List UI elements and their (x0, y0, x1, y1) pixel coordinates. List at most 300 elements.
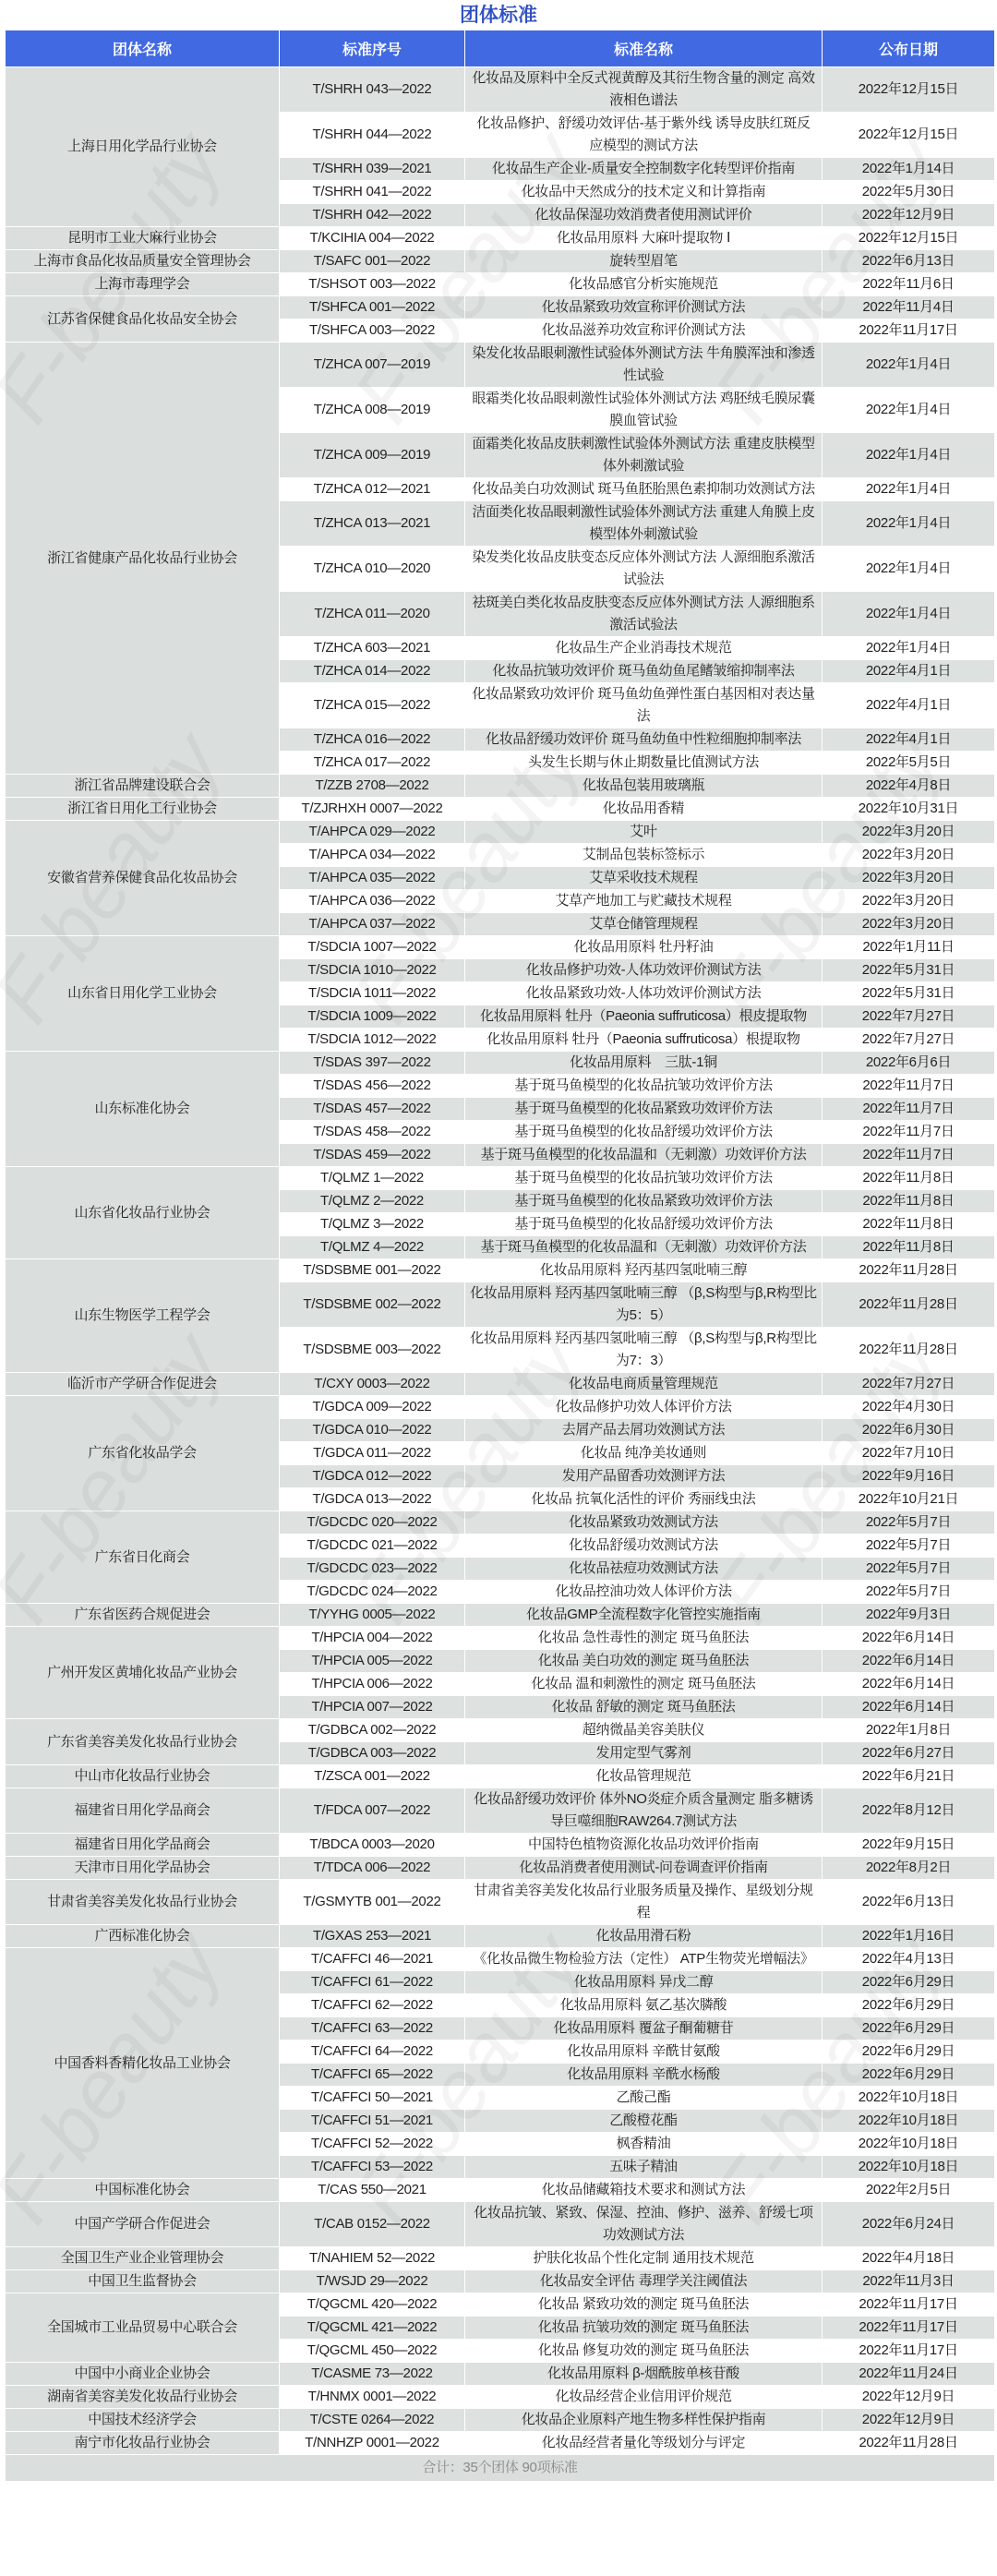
standard-code-cell: T/WSJD 29—2022 (280, 2270, 465, 2293)
table-row (6, 2409, 995, 2432)
standard-title-cell: 化妆品用原料 牡丹（Paeonia suffruticosa）根皮提取物 (465, 1005, 823, 1029)
standard-title-cell: 中国特色植物资源化妆品功效评价指南 (465, 1834, 823, 1857)
group-name-cell: 中国技术经济学会 (6, 2409, 280, 2432)
publish-date-cell: 2022年6月29日 (823, 2017, 995, 2040)
standard-title-cell: 化妆品紧致功效-人体功效评价测试方法 (465, 982, 823, 1005)
standard-title-cell: 化妆品修护、舒缓功效评估-基于紫外线 诱导皮肤红斑反应模型的测试方法 (465, 113, 823, 158)
table-row (6, 250, 995, 273)
standard-code-cell: T/QLMZ 1—2022 (280, 1167, 465, 1190)
group-name-cell: 全国卫生产业企业管理协会 (6, 2247, 280, 2270)
standard-title-cell: 化妆品 舒敏的测定 斑马鱼胚法 (465, 1696, 823, 1719)
table-footer-row (6, 2455, 995, 2482)
publish-date-cell: 2022年9月16日 (823, 1465, 995, 1488)
standard-code-cell: T/GDCDC 024—2022 (280, 1581, 465, 1604)
publish-date-cell: 2022年11月7日 (823, 1098, 995, 1121)
standard-code-cell: T/CAFFCI 65—2022 (280, 2064, 465, 2087)
group-name-cell: 山东标准化协会 (6, 1052, 280, 1167)
standard-code-cell: T/ZHCA 007—2019 (280, 343, 465, 388)
standard-title-cell: 化妆品用原料 覆盆子酮葡糖苷 (465, 2017, 823, 2040)
standard-code-cell: T/CAFFCI 64—2022 (280, 2040, 465, 2064)
publish-date-cell: 2022年3月20日 (823, 867, 995, 890)
table-row (6, 2432, 995, 2455)
group-name-cell: 昆明市工业大麻行业协会 (6, 227, 280, 250)
standard-title-cell: 祛斑美白类化妆品皮肤变态反应体外测试方法 人源细胞系激活试验法 (465, 592, 823, 637)
standard-code-cell: T/ZHCA 015—2022 (280, 683, 465, 728)
standard-title-cell: 化妆品美白功效测试 斑马鱼胚胎黑色素抑制功效测试方法 (465, 478, 823, 501)
header-standard-title: 标准名称 (465, 30, 823, 67)
publish-date-cell: 2022年1月4日 (823, 433, 995, 478)
publish-date-cell: 2022年5月7日 (823, 1581, 995, 1604)
group-name-cell: 安徽省营养保健食品化妆品协会 (6, 821, 280, 936)
publish-date-cell: 2022年7月27日 (823, 1005, 995, 1029)
standard-code-cell: T/SDSBME 002—2022 (280, 1282, 465, 1328)
publish-date-cell: 2022年6月13日 (823, 1880, 995, 1925)
standard-title-cell: 《化妆品微生物检验方法（定性） ATP生物荧光增幅法》 (465, 1948, 823, 1971)
standard-code-cell: T/GDCDC 021—2022 (280, 1535, 465, 1558)
standard-title-cell: 化妆品舒缓功效评价 体外NO炎症介质含量测定 脂多糖诱导巨噬细胞RAW264.7测试方法 (465, 1788, 823, 1834)
group-name-cell: 山东生物医学工程学会 (6, 1259, 280, 1373)
standard-title-cell: 艾叶 (465, 821, 823, 844)
publish-date-cell: 2022年1月16日 (823, 1925, 995, 1948)
publish-date-cell: 2022年11月28日 (823, 1282, 995, 1328)
table-row (6, 1857, 995, 1880)
standard-code-cell: T/SAFC 001—2022 (280, 250, 465, 273)
standard-code-cell: T/SDCIA 1009—2022 (280, 1005, 465, 1029)
publish-date-cell: 2022年9月3日 (823, 1604, 995, 1627)
standard-title-cell: 化妆品 紧致功效的测定 斑马鱼胚法 (465, 2293, 823, 2317)
standard-code-cell: T/HPCIA 007—2022 (280, 1696, 465, 1719)
group-name-cell: 浙江省日用化工行业协会 (6, 798, 280, 821)
publish-date-cell: 2022年11月17日 (823, 2293, 995, 2317)
standard-title-cell: 化妆品用香精 (465, 798, 823, 821)
table-row (6, 343, 995, 388)
publish-date-cell: 2022年1月4日 (823, 547, 995, 592)
publish-date-cell: 2022年11月24日 (823, 2363, 995, 2386)
group-name-cell: 福建省日用化学品商会 (6, 1834, 280, 1857)
table-body (6, 67, 995, 2455)
publish-date-cell: 2022年1月4日 (823, 501, 995, 547)
publish-date-cell: 2022年10月31日 (823, 798, 995, 821)
standard-title-cell: 化妆品及原料中全反式视黄醇及其衍生物含量的测定 高效液相色谱法 (465, 67, 823, 113)
publish-date-cell: 2022年5月7日 (823, 1535, 995, 1558)
standard-code-cell: T/SDAS 458—2022 (280, 1121, 465, 1144)
publish-date-cell: 2022年6月14日 (823, 1650, 995, 1673)
standard-title-cell: 化妆品用滑石粉 (465, 1925, 823, 1948)
standard-code-cell: T/KCIHIA 004—2022 (280, 227, 465, 250)
group-name-cell: 上海日用化学品行业协会 (6, 67, 280, 227)
publish-date-cell: 2022年8月2日 (823, 1857, 995, 1880)
publish-date-cell: 2022年10月18日 (823, 2133, 995, 2156)
publish-date-cell: 2022年12月9日 (823, 204, 995, 227)
standard-title-cell: 化妆品保湿功效消费者使用测试评价 (465, 204, 823, 227)
group-name-cell: 中山市化妆品行业协会 (6, 1765, 280, 1788)
standard-title-cell: 基于斑马鱼模型的化妆品抗皱功效评价方法 (465, 1075, 823, 1098)
group-name-cell: 中国卫生监督协会 (6, 2270, 280, 2293)
group-name-cell: 中国中小商业企业协会 (6, 2363, 280, 2386)
publish-date-cell: 2022年1月4日 (823, 388, 995, 433)
standard-code-cell: T/AHPCA 037—2022 (280, 913, 465, 936)
standard-code-cell: T/CSTE 0264—2022 (280, 2409, 465, 2432)
publish-date-cell: 2022年2月5日 (823, 2179, 995, 2202)
standard-code-cell: T/SHRH 042—2022 (280, 204, 465, 227)
publish-date-cell: 2022年1月4日 (823, 637, 995, 660)
standard-title-cell: 乙酸己酯 (465, 2087, 823, 2110)
publish-date-cell: 2022年6月29日 (823, 1994, 995, 2017)
group-name-cell: 上海市毒理学会 (6, 273, 280, 296)
publish-date-cell: 2022年11月7日 (823, 1144, 995, 1167)
table-row (6, 1834, 995, 1857)
standard-code-cell: T/HPCIA 006—2022 (280, 1673, 465, 1696)
standard-title-cell: 艾草仓储管理规程 (465, 913, 823, 936)
publish-date-cell: 2022年4月13日 (823, 1948, 995, 1971)
group-name-cell: 南宁市化妆品行业协会 (6, 2432, 280, 2455)
table-row (6, 1396, 995, 1419)
standard-title-cell: 护肤化妆品个性化定制 通用技术规范 (465, 2247, 823, 2270)
publish-date-cell: 2022年11月28日 (823, 1259, 995, 1282)
publish-date-cell: 2022年5月31日 (823, 959, 995, 982)
publish-date-cell: 2022年6月24日 (823, 2202, 995, 2247)
table-row (6, 2247, 995, 2270)
group-name-cell: 天津市日用化学品协会 (6, 1857, 280, 1880)
standard-code-cell: T/ZHCA 009—2019 (280, 433, 465, 478)
standard-code-cell: T/SDCIA 1007—2022 (280, 936, 465, 959)
standard-title-cell: 化妆品经营企业信用评价规范 (465, 2386, 823, 2409)
standard-title-cell: 化妆品舒缓功效评价 斑马鱼幼鱼中性粒细胞抑制率法 (465, 728, 823, 752)
standard-title-cell: 化妆品用原料 辛酰甘氨酸 (465, 2040, 823, 2064)
publish-date-cell: 2022年11月28日 (823, 2432, 995, 2455)
publish-date-cell: 2022年12月9日 (823, 2386, 995, 2409)
group-name-cell: 浙江省健康产品化妆品行业协会 (6, 343, 280, 775)
group-name-cell: 山东省日用化学工业协会 (6, 936, 280, 1052)
publish-date-cell: 2022年3月20日 (823, 890, 995, 913)
standard-code-cell: T/ZZB 2708—2022 (280, 775, 465, 798)
standard-title-cell: 化妆品用原料 β-烟酰胺单核苷酸 (465, 2363, 823, 2386)
standard-title-cell: 甘肃省美容美发化妆品行业服务质量及操作、星级划分规程 (465, 1880, 823, 1925)
standard-title-cell: 化妆品生产企业消毒技术规范 (465, 637, 823, 660)
table-row (6, 2386, 995, 2409)
standard-title-cell: 基于斑马鱼模型的化妆品舒缓功效评价方法 (465, 1121, 823, 1144)
publish-date-cell: 2022年6月14日 (823, 1673, 995, 1696)
standard-title-cell: 化妆品用原料 三肽-1铜 (465, 1052, 823, 1075)
standard-code-cell: T/ZHCA 014—2022 (280, 660, 465, 683)
publish-date-cell: 2022年5月31日 (823, 982, 995, 1005)
table-row (6, 1627, 995, 1650)
standard-code-cell: T/AHPCA 029—2022 (280, 821, 465, 844)
publish-date-cell: 2022年12月15日 (823, 113, 995, 158)
group-name-cell: 山东省化妆品行业协会 (6, 1167, 280, 1259)
publish-date-cell: 2022年10月18日 (823, 2156, 995, 2179)
publish-date-cell: 2022年1月11日 (823, 936, 995, 959)
standard-code-cell: T/NAHIEM 52—2022 (280, 2247, 465, 2270)
standard-title-cell: 旋转型眉笔 (465, 250, 823, 273)
standard-title-cell: 化妆品电商质量管理规范 (465, 1373, 823, 1396)
standard-code-cell: T/ZSCA 001—2022 (280, 1765, 465, 1788)
standard-code-cell: T/GSMYTB 001—2022 (280, 1880, 465, 1925)
publish-date-cell: 2022年11月7日 (823, 1075, 995, 1098)
table-row (6, 1880, 995, 1925)
standard-code-cell: T/GDCA 009—2022 (280, 1396, 465, 1419)
publish-date-cell: 2022年4月1日 (823, 728, 995, 752)
standard-code-cell: T/HPCIA 005—2022 (280, 1650, 465, 1673)
standard-title-cell: 化妆品企业原料产地生物多样性保护指南 (465, 2409, 823, 2432)
standard-title-cell: 去屑产品去屑功效测试方法 (465, 1419, 823, 1442)
standard-title-cell: 基于斑马鱼模型的化妆品舒缓功效评价方法 (465, 1213, 823, 1236)
standard-code-cell: T/ZHCA 008—2019 (280, 388, 465, 433)
table-row (6, 1373, 995, 1396)
table-row (6, 1925, 995, 1948)
standard-title-cell: 化妆品用原料 羟丙基四氢吡喃三醇 （β,S构型与β,R构型比为5：5） (465, 1282, 823, 1328)
publish-date-cell: 2022年4月18日 (823, 2247, 995, 2270)
standard-title-cell: 眼霜类化妆品眼刺激性试验体外测试方法 鸡胚绒毛膜尿囊膜血管试验 (465, 388, 823, 433)
standard-title-cell: 面霜类化妆品皮肤刺激性试验体外测试方法 重建皮肤模型体外刺激试验 (465, 433, 823, 478)
standard-code-cell: T/SDCIA 1010—2022 (280, 959, 465, 982)
standard-title-cell: 艾草采收技术规程 (465, 867, 823, 890)
publish-date-cell: 2022年6月29日 (823, 2064, 995, 2087)
group-name-cell: 广州开发区黄埔化妆品产业协会 (6, 1627, 280, 1719)
standard-title-cell: 化妆品修护功效-人体功效评价测试方法 (465, 959, 823, 982)
publish-date-cell: 2022年6月29日 (823, 1971, 995, 1994)
group-name-cell: 福建省日用化学品商会 (6, 1788, 280, 1834)
table-row (6, 227, 995, 250)
group-name-cell: 临沂市产学研合作促进会 (6, 1373, 280, 1396)
publish-date-cell: 2022年6月13日 (823, 250, 995, 273)
standard-title-cell: 化妆品用原料 牡丹（Paeonia suffruticosa）根提取物 (465, 1029, 823, 1052)
standard-code-cell: T/SDAS 397—2022 (280, 1052, 465, 1075)
standard-code-cell: T/ZHCA 603—2021 (280, 637, 465, 660)
group-name-cell: 上海市食品化妆品质量安全管理协会 (6, 250, 280, 273)
standard-code-cell: T/SDCIA 1011—2022 (280, 982, 465, 1005)
standard-code-cell: T/CASME 73—2022 (280, 2363, 465, 2386)
standard-title-cell: 化妆品经营者量化等级划分与评定 (465, 2432, 823, 2455)
publish-date-cell: 2022年8月12日 (823, 1788, 995, 1834)
publish-date-cell: 2022年3月20日 (823, 844, 995, 867)
standard-title-cell: 艾草产地加工与贮藏技术规程 (465, 890, 823, 913)
standard-code-cell: T/CAFFCI 63—2022 (280, 2017, 465, 2040)
table-row (6, 296, 995, 319)
group-name-cell: 广东省化妆品学会 (6, 1396, 280, 1511)
publish-date-cell: 2022年4月1日 (823, 683, 995, 728)
publish-date-cell: 2022年1月8日 (823, 1719, 995, 1742)
standard-code-cell: T/SDCIA 1012—2022 (280, 1029, 465, 1052)
publish-date-cell: 2022年11月7日 (823, 1121, 995, 1144)
standard-code-cell: T/GXAS 253—2021 (280, 1925, 465, 1948)
standard-title-cell: 化妆品安全评估 毒理学关注阈值法 (465, 2270, 823, 2293)
standard-code-cell: T/GDCA 010—2022 (280, 1419, 465, 1442)
standard-title-cell: 化妆品 修复功效的测定 斑马鱼胚法 (465, 2340, 823, 2363)
publish-date-cell: 2022年7月27日 (823, 1373, 995, 1396)
standard-code-cell: T/YYHG 0005—2022 (280, 1604, 465, 1627)
standard-code-cell: T/CAFFCI 46—2021 (280, 1948, 465, 1971)
publish-date-cell: 2022年11月17日 (823, 2317, 995, 2340)
publish-date-cell: 2022年11月28日 (823, 1328, 995, 1373)
table-row (6, 936, 995, 959)
publish-date-cell: 2022年12月9日 (823, 2409, 995, 2432)
standard-code-cell: T/QLMZ 2—2022 (280, 1190, 465, 1213)
standard-code-cell: T/SDSBME 001—2022 (280, 1259, 465, 1282)
publish-date-cell: 2022年6月14日 (823, 1627, 995, 1650)
standard-code-cell: T/ZHCA 016—2022 (280, 728, 465, 752)
standard-code-cell: T/TDCA 006—2022 (280, 1857, 465, 1880)
publish-date-cell: 2022年6月27日 (823, 1742, 995, 1765)
publish-date-cell: 2022年10月18日 (823, 2110, 995, 2133)
standard-code-cell: T/ZHCA 012—2021 (280, 478, 465, 501)
standard-title-cell: 化妆品包装用玻璃瓶 (465, 775, 823, 798)
standard-title-cell: 化妆品用原料 异戊二醇 (465, 1971, 823, 1994)
table-row (6, 1765, 995, 1788)
standard-title-cell: 化妆品用原料 牡丹籽油 (465, 936, 823, 959)
standard-code-cell: T/GDCA 012—2022 (280, 1465, 465, 1488)
table-row (6, 1511, 995, 1535)
standard-code-cell: T/QGCML 450—2022 (280, 2340, 465, 2363)
table-row (6, 1788, 995, 1834)
standard-code-cell: T/CAFFCI 53—2022 (280, 2156, 465, 2179)
publish-date-cell: 2022年5月30日 (823, 181, 995, 204)
publish-date-cell: 2022年11月8日 (823, 1213, 995, 1236)
standard-title-cell: 化妆品用原料 羟丙基四氢吡喃三醇 （β,S构型与β,R构型比为7：3） (465, 1328, 823, 1373)
standard-title-cell: 化妆品管理规范 (465, 1765, 823, 1788)
publish-date-cell: 2022年11月17日 (823, 2340, 995, 2363)
standard-title-cell: 化妆品生产企业-质量安全控制数字化转型评价指南 (465, 158, 823, 181)
standard-title-cell: 化妆品 抗皱功效的测定 斑马鱼胚法 (465, 2317, 823, 2340)
standard-title-cell: 基于斑马鱼模型的化妆品抗皱功效评价方法 (465, 1167, 823, 1190)
standard-title-cell: 化妆品紧致功效宣称评价测试方法 (465, 296, 823, 319)
publish-date-cell: 2022年12月15日 (823, 227, 995, 250)
table-row (6, 273, 995, 296)
standard-code-cell: T/ZHCA 013—2021 (280, 501, 465, 547)
publish-date-cell: 2022年4月30日 (823, 1396, 995, 1419)
standard-code-cell: T/SDAS 459—2022 (280, 1144, 465, 1167)
publish-date-cell: 2022年3月20日 (823, 821, 995, 844)
standard-code-cell: T/AHPCA 035—2022 (280, 867, 465, 890)
standard-code-cell: T/GDCA 013—2022 (280, 1488, 465, 1511)
standard-code-cell: T/ZHCA 011—2020 (280, 592, 465, 637)
standard-code-cell: T/GDBCA 002—2022 (280, 1719, 465, 1742)
table-row (6, 1948, 995, 1971)
standard-code-cell: T/AHPCA 036—2022 (280, 890, 465, 913)
group-name-cell: 广西标准化协会 (6, 1925, 280, 1948)
table-row (6, 67, 995, 113)
publish-date-cell: 2022年11月8日 (823, 1167, 995, 1190)
standard-title-cell: 化妆品修护功效人体评价方法 (465, 1396, 823, 1419)
standard-title-cell: 超纳微晶美容美肤仪 (465, 1719, 823, 1742)
standard-code-cell: T/CAS 550—2021 (280, 2179, 465, 2202)
standard-code-cell: T/NNHZP 0001—2022 (280, 2432, 465, 2455)
publish-date-cell: 2022年11月3日 (823, 2270, 995, 2293)
standard-title-cell: 化妆品紧致功效评价 斑马鱼幼鱼弹性蛋白基因相对表达量法 (465, 683, 823, 728)
header-group-name: 团体名称 (6, 30, 280, 67)
publish-date-cell: 2022年6月6日 (823, 1052, 995, 1075)
header-publish-date: 公布日期 (823, 30, 995, 67)
table-row (6, 2293, 995, 2317)
standard-title-cell: 发用产品留香功效测评方法 (465, 1465, 823, 1488)
standard-code-cell: T/GDCA 011—2022 (280, 1442, 465, 1465)
publish-date-cell: 2022年5月5日 (823, 752, 995, 775)
standard-title-cell: 头发生长期与休止期数量比值测试方法 (465, 752, 823, 775)
standard-code-cell: T/SDAS 456—2022 (280, 1075, 465, 1098)
group-name-cell: 湖南省美容美发化妆品行业协会 (6, 2386, 280, 2409)
standard-title-cell: 化妆品中天然成分的技术定义和计算指南 (465, 181, 823, 204)
table-row (6, 2202, 995, 2247)
standard-title-cell: 化妆品用原料 辛酰水杨酸 (465, 2064, 823, 2087)
standard-code-cell: T/SHRH 043—2022 (280, 67, 465, 113)
standard-title-cell: 染发类化妆品皮肤变态反应体外测试方法 人源细胞系激活试验法 (465, 547, 823, 592)
standard-code-cell: T/BDCA 0003—2020 (280, 1834, 465, 1857)
table-row (6, 1604, 995, 1627)
standard-code-cell: T/HNMX 0001—2022 (280, 2386, 465, 2409)
publish-date-cell: 2022年7月10日 (823, 1442, 995, 1465)
standard-title-cell: 化妆品抗皱功效评价 斑马鱼幼鱼尾鳍皱缩抑制率法 (465, 660, 823, 683)
standard-title-cell: 化妆品 美白功效的测定 斑马鱼胚法 (465, 1650, 823, 1673)
standard-code-cell: T/ZHCA 010—2020 (280, 547, 465, 592)
standard-code-cell: T/SDAS 457—2022 (280, 1098, 465, 1121)
standard-code-cell: T/SHRH 041—2022 (280, 181, 465, 204)
standard-title-cell: 基于斑马鱼模型的化妆品温和（无刺激）功效评价方法 (465, 1236, 823, 1259)
publish-date-cell: 2022年11月17日 (823, 319, 995, 343)
standard-title-cell: 化妆品控油功效人体评价方法 (465, 1581, 823, 1604)
publish-date-cell: 2022年11月4日 (823, 296, 995, 319)
standard-code-cell: T/CAFFCI 61—2022 (280, 1971, 465, 1994)
standard-title-cell: 化妆品 纯净美妆通则 (465, 1442, 823, 1465)
standards-table (5, 30, 995, 2482)
publish-date-cell: 2022年7月27日 (823, 1029, 995, 1052)
standard-title-cell: 化妆品滋养功效宣称评价测试方法 (465, 319, 823, 343)
standard-title-cell: 基于斑马鱼模型的化妆品温和（无刺激）功效评价方法 (465, 1144, 823, 1167)
standard-title-cell: 化妆品用原料 羟丙基四氢吡喃三醇 (465, 1259, 823, 1282)
table-header-row (6, 30, 995, 67)
standard-code-cell: T/ZJRHXH 0007—2022 (280, 798, 465, 821)
standard-code-cell: T/CAFFCI 51—2021 (280, 2110, 465, 2133)
publish-date-cell: 2022年4月8日 (823, 775, 995, 798)
group-name-cell: 广东省美容美发化妆品行业协会 (6, 1719, 280, 1765)
standard-code-cell: T/SHFCA 003—2022 (280, 319, 465, 343)
group-name-cell: 江苏省保健食品化妆品安全协会 (6, 296, 280, 343)
standard-title-cell: 化妆品感官分析实施规范 (465, 273, 823, 296)
standard-code-cell: T/CXY 0003—2022 (280, 1373, 465, 1396)
publish-date-cell: 2022年6月29日 (823, 2040, 995, 2064)
standard-title-cell: 化妆品 急性毒性的测定 斑马鱼胚法 (465, 1627, 823, 1650)
publish-date-cell: 2022年1月4日 (823, 343, 995, 388)
group-name-cell: 甘肃省美容美发化妆品行业协会 (6, 1880, 280, 1925)
standard-code-cell: T/SHSOT 003—2022 (280, 273, 465, 296)
table-row (6, 2270, 995, 2293)
publish-date-cell: 2022年1月4日 (823, 592, 995, 637)
header-standard-code: 标准序号 (280, 30, 465, 67)
table-row (6, 775, 995, 798)
standard-code-cell: T/FDCA 007—2022 (280, 1788, 465, 1834)
standard-title-cell: 化妆品紧致功效测试方法 (465, 1511, 823, 1535)
standard-title-cell: 发用定型气雾剂 (465, 1742, 823, 1765)
standard-code-cell: T/GDBCA 003—2022 (280, 1742, 465, 1765)
publish-date-cell: 2022年5月7日 (823, 1511, 995, 1535)
total-summary: 合计：35个团体 90项标准 (6, 2455, 995, 2482)
publish-date-cell: 2022年3月20日 (823, 913, 995, 936)
group-name-cell: 全国城市工业品贸易中心联合会 (6, 2293, 280, 2363)
standard-code-cell: T/GDCDC 023—2022 (280, 1558, 465, 1581)
publish-date-cell: 2022年11月8日 (823, 1190, 995, 1213)
standard-title-cell: 基于斑马鱼模型的化妆品紧致功效评价方法 (465, 1098, 823, 1121)
standard-title-cell: 化妆品GMP全流程数字化管控实施指南 (465, 1604, 823, 1627)
table-row (6, 1167, 995, 1190)
standard-title-cell: 化妆品抗皱、紧致、保湿、控油、修护、滋养、舒缓七项功效测试方法 (465, 2202, 823, 2247)
standard-code-cell: T/SDSBME 003—2022 (280, 1328, 465, 1373)
standard-title-cell: 艾制品包装标签标示 (465, 844, 823, 867)
group-name-cell: 广东省医药合规促进会 (6, 1604, 280, 1627)
standard-title-cell: 化妆品消费者使用测试-问卷调查评价指南 (465, 1857, 823, 1880)
standard-title-cell: 染发化妆品眼刺激性试验体外测试方法 牛角膜浑浊和渗透性试验 (465, 343, 823, 388)
publish-date-cell: 2022年5月7日 (823, 1558, 995, 1581)
standard-title-cell: 枫香精油 (465, 2133, 823, 2156)
table-row (6, 798, 995, 821)
